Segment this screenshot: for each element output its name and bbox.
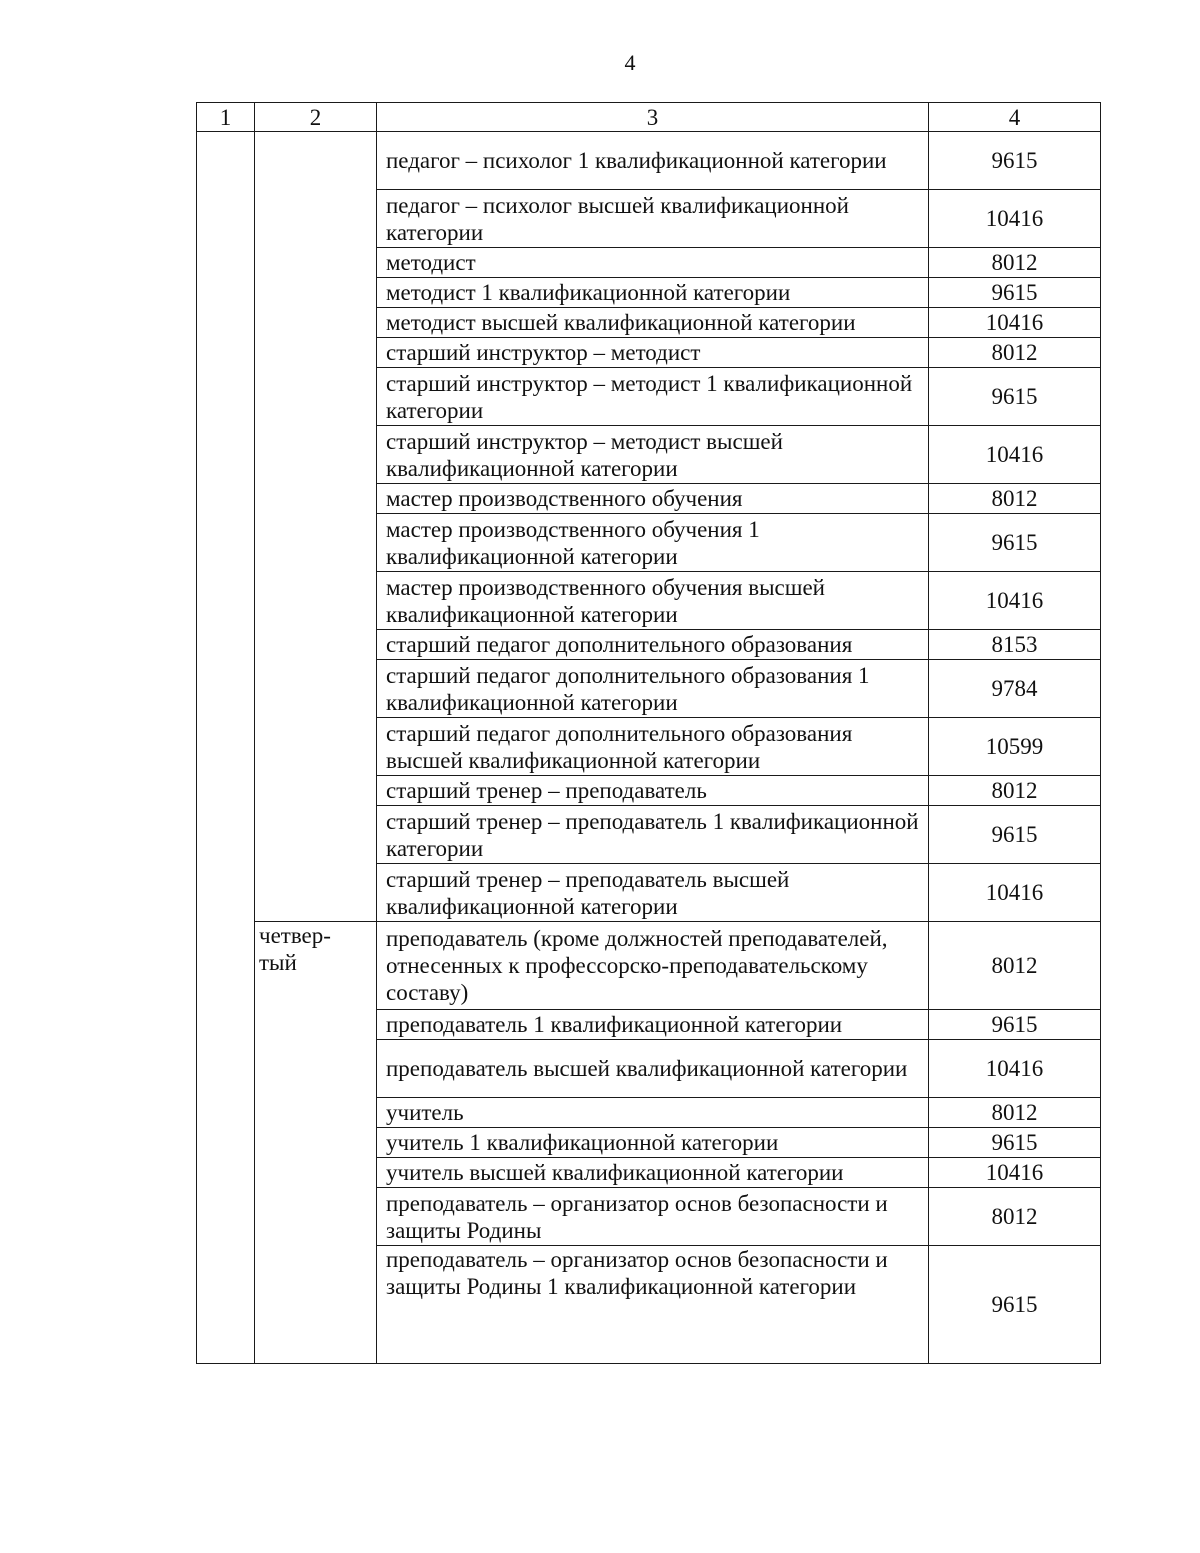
salary-value: 8012 [929,338,1101,368]
position-name: старший тренер – преподаватель 1 квалификационной категории [377,806,929,864]
salary-value: 9615 [929,514,1101,572]
salary-value: 10416 [929,1040,1101,1098]
salary-value: 10599 [929,718,1101,776]
header-col-4: 4 [929,103,1101,132]
salary-value: 9615 [929,368,1101,426]
table-header [197,103,1101,132]
position-name: учитель [377,1098,929,1128]
position-name: старший педагог дополнительного образования 1 квалификационной категории [377,660,929,718]
position-name: методист 1 квалификационной категории [377,278,929,308]
position-name: педагог – психолог высшей квалификационной категории [377,190,929,248]
salary-table [196,102,1101,1364]
salary-value: 8012 [929,922,1101,1010]
salary-value: 10416 [929,426,1101,484]
position-name: преподаватель высшей квалификационной категории [377,1040,929,1098]
position-name: мастер производственного обучения 1 квалификационной категории [377,514,929,572]
table-body [197,132,1101,1364]
position-name: преподаватель 1 квалификационной категории [377,1010,929,1040]
salary-value: 8012 [929,484,1101,514]
header-col-3: 3 [377,103,929,132]
position-name: мастер производственного обучения высшей квалификационной категории [377,572,929,630]
position-name: старший инструктор – методист [377,338,929,368]
salary-value: 8012 [929,776,1101,806]
salary-value: 8012 [929,1098,1101,1128]
salary-value: 9615 [929,278,1101,308]
position-name: педагог – психолог 1 квалификационной категории [377,132,929,190]
page-number: 4 [624,50,636,75]
salary-value: 9615 [929,1246,1101,1364]
position-name: учитель 1 квалификационной категории [377,1128,929,1158]
position-name: старший инструктор – методист высшей квалификационной категории [377,426,929,484]
position-name: мастер производственного обучения [377,484,929,514]
salary-value: 8153 [929,630,1101,660]
header-col-1: 1 [197,103,255,132]
position-name: старший тренер – преподаватель [377,776,929,806]
header-col-2: 2 [255,103,377,132]
salary-value: 9615 [929,1128,1101,1158]
position-name: преподаватель (кроме должностей преподавателей, отнесенных к профессорско-преподавательскому составу) [377,922,929,1010]
group-label: четвер- тый [255,922,377,1364]
salary-value: 8012 [929,248,1101,278]
salary-value: 9615 [929,132,1101,190]
table-row [197,132,1101,190]
position-name: старший тренер – преподаватель высшей квалификационной категории [377,864,929,922]
position-name: преподаватель – организатор основ безопасности и защиты Родины [377,1188,929,1246]
position-name: старший инструктор – методист 1 квалификационной категории [377,368,929,426]
position-name: методист высшей квалификационной категории [377,308,929,338]
table-row [197,922,1101,1010]
salary-value: 10416 [929,864,1101,922]
salary-value: 10416 [929,572,1101,630]
salary-value: 10416 [929,190,1101,248]
position-name: методист [377,248,929,278]
salary-value: 10416 [929,1158,1101,1188]
salary-value: 10416 [929,308,1101,338]
salary-value: 8012 [929,1188,1101,1246]
column-2-cell [255,132,377,922]
salary-value: 9784 [929,660,1101,718]
position-name: учитель высшей квалификационной категории [377,1158,929,1188]
position-name: старший педагог дополнительного образования [377,630,929,660]
salary-value: 9615 [929,1010,1101,1040]
salary-value: 9615 [929,806,1101,864]
column-1-cell [197,132,255,1364]
position-name: старший педагог дополнительного образования высшей квалификационной категории [377,718,929,776]
position-name: преподаватель – организатор основ безопасности и защиты Родины 1 квалификационной категории [377,1246,929,1364]
